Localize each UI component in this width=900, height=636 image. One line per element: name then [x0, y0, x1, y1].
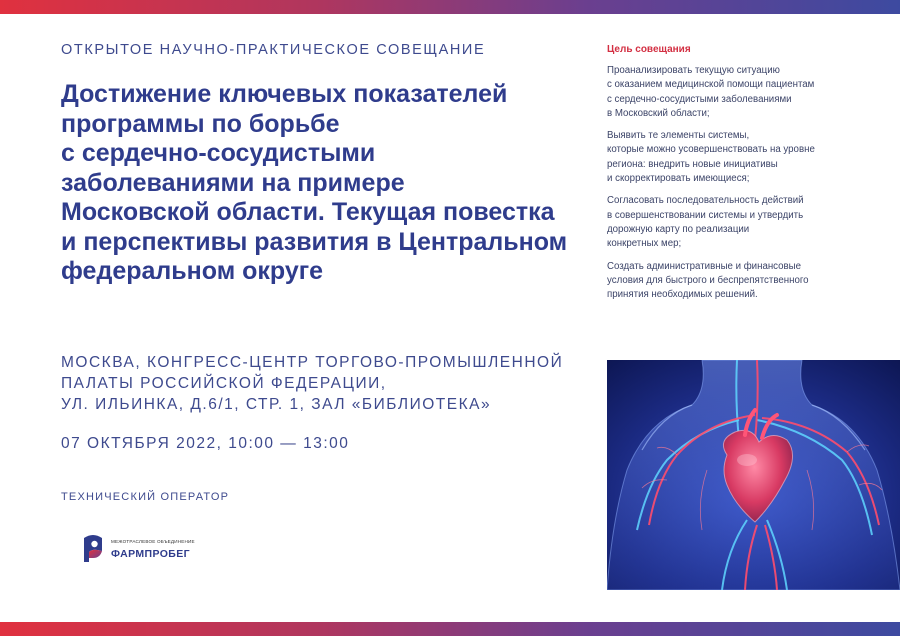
venue-address: [61, 352, 563, 415]
goal-line: конкретных мер;: [607, 238, 682, 250]
goal-line: принятия необходимых решений.: [607, 289, 758, 301]
title-line: Достижение ключевых показателей: [61, 80, 508, 108]
title-line: Московской области. Текущая повестка: [61, 198, 555, 226]
venue-line: УЛ. ИЛЬИНКА, Д.6/1, СТР. 1, ЗАЛ «БИБЛИОТЕКА»: [61, 396, 492, 413]
goal-line: которые можно усовершенствовать на уровне: [607, 144, 815, 156]
logo-name: ФАРМПРОБЕГ: [111, 548, 190, 560]
title-line: программы по борьбе: [61, 109, 340, 138]
venue-line: ПАЛАТЫ РОССИЙСКОЙ ФЕДЕРАЦИИ,: [61, 375, 387, 392]
goal-line: Выявить те элементы системы,: [607, 130, 750, 142]
goal-line: Проанализировать текущую ситуацию: [607, 65, 780, 76]
title-line: с сердечно-сосудистыми: [61, 139, 376, 167]
pharmaprobeg-logo: [80, 534, 260, 568]
cardiovascular-system-illustration: [607, 360, 900, 590]
goal-line: региона: внедрить новые инициативы: [607, 158, 778, 170]
pharmaprobeg-logo-icon: [80, 534, 106, 564]
goal-line: с оказанием медицинской помощи пациентам: [607, 79, 815, 91]
bottom-gradient-bar: [0, 622, 900, 636]
title-line: федеральном округе: [61, 257, 324, 285]
goal-heading: Цель совещания: [607, 44, 691, 55]
goal-line: с сердечно-сосудистыми заболеваниями: [607, 93, 792, 105]
goal-line: дорожную карту по реализации: [607, 223, 750, 235]
technical-operator-label: ТЕХНИЧЕСКИЙ ОПЕРАТОР: [61, 491, 230, 503]
goals-list: [607, 64, 852, 310]
goal-line: Создать административные и финансовые: [607, 260, 802, 272]
goal-line: Согласовать последовательность действий: [607, 195, 804, 207]
venue-line: МОСКВА, КОНГРЕСС-ЦЕНТР ТОРГОВО-ПРОМЫШЛЕННОЙ: [61, 354, 564, 371]
goal-line: условия для быстрого и беспрепятственного: [607, 274, 809, 286]
title-line: и перспективы развития в Центральном: [61, 227, 568, 256]
event-subtitle: ОТКРЫТОЕ НАУЧНО-ПРАКТИЧЕСКОЕ СОВЕЩАНИЕ: [61, 42, 486, 58]
event-title: [61, 80, 581, 287]
goal-line: в Московский области;: [607, 107, 710, 119]
goal-line: и скорректировать имеющиеся;: [607, 173, 750, 185]
title-line: заболеваниями на примере: [61, 168, 405, 197]
top-gradient-bar: [0, 0, 900, 14]
goal-item: [607, 64, 852, 121]
logo-small-text: МЕЖОТРАСЛЕВОЕ ОБЪЕДИНЕНИЕ: [111, 539, 195, 544]
goal-item: [607, 260, 852, 303]
event-datetime: 07 ОКТЯБРЯ 2022, 10:00 — 13:00: [61, 435, 350, 452]
goal-item: [607, 129, 852, 186]
goal-line: в совершенствовании системы и утвердить: [607, 209, 804, 221]
goal-item: [607, 194, 852, 251]
